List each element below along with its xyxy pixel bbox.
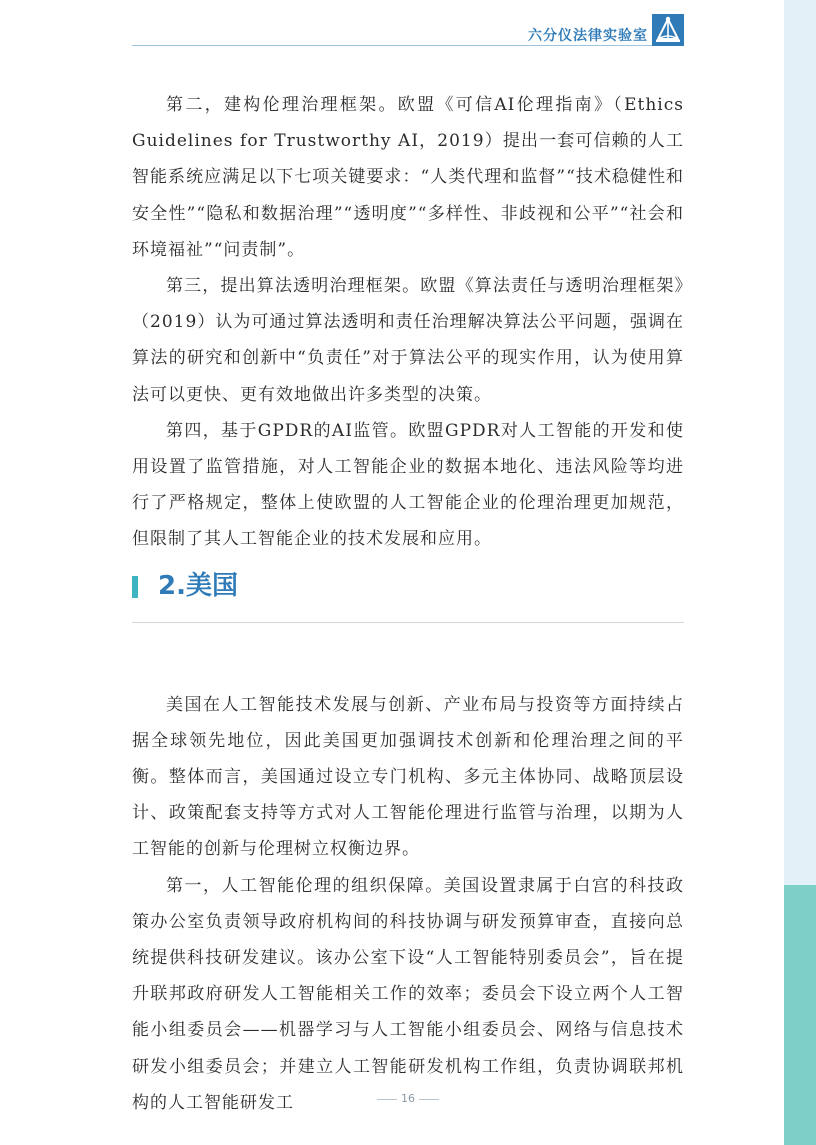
sextant-lab-logo-icon [652, 14, 684, 46]
paragraph: 美国在人工智能技术发展与创新、产业布局与投资等方面持续占据全球领先地位，因此美国更加强调技术创新和伦理治理之间的平衡。整体而言，美国通过设立专门机构、多元主体协同、战略顶层设计、政策配套支持等方式对人工智能伦理进行监管与治理，以期为人工智能的创新与伦理树立权衡边界。 [132, 694, 684, 860]
page-number-value: 16 [401, 1092, 415, 1105]
header-divider [132, 45, 652, 46]
side-strip-accent [784, 885, 816, 1145]
paragraph: 第三，提出算法透明治理框架。欧盟《算法责任与透明治理框架》（2019）认为可通过算法透明和责任治理解决算法公平问题，强调在算法的研究和创新中“负责任”对于算法公平的现实作用，认为使用算法可以更快、更有效地做出许多类型的决策。 [132, 276, 684, 405]
page-body [132, 87, 684, 1121]
page-number [348, 1092, 468, 1105]
page-number-dash [419, 1099, 439, 1100]
section-title: 2.美国 [158, 570, 238, 601]
paragraph: 第四，基于GPDR的AI监管。欧盟GPDR对人工智能的开发和使用设置了监管措施，对人工智能企业的数据本地化、违法风险等均进行了严格规定，整体上使欧盟的人工智能企业的伦理治理更加规范，但限制了其人工智能企业的技术发展和应用。 [132, 420, 684, 550]
paragraph: 第二，建构伦理治理框架。欧盟《可信AI伦理指南》（Ethics Guidelines for Trustworthy AI，2019）提出一套可信赖的人工智能系统应满足以下七项关键要求：“人类代理和监督”“技术稳健性和安全性”“隐私和数据治理”“透明度”“多样性、非歧视和公平”“社会和环境福祉”“问责制”。 [132, 95, 684, 260]
page-number-dash [377, 1099, 397, 1100]
header-title: 六分仪法律实验室 [528, 28, 648, 44]
section-divider [132, 622, 684, 623]
side-strip-decoration [784, 0, 816, 885]
section-heading [132, 558, 684, 687]
paragraph: 第一，人工智能伦理的组织保障。美国设置隶属于白宫的科技政策办公室负责领导政府机构间的科技协调与研发预算审查，直接向总统提供科技研发建议。该办公室下设“人工智能特别委员会”，旨在提升联邦政府研发人工智能相关工作的效率；委员会下设立两个人工智能小组委员会——机器学习与人工智能小组委员会、网络与信息技术研发小组委员会；并建立人工智能研发机构工作组，负责协调联邦机构的人工智能研发工 [132, 875, 684, 1113]
section-marker [132, 576, 138, 598]
